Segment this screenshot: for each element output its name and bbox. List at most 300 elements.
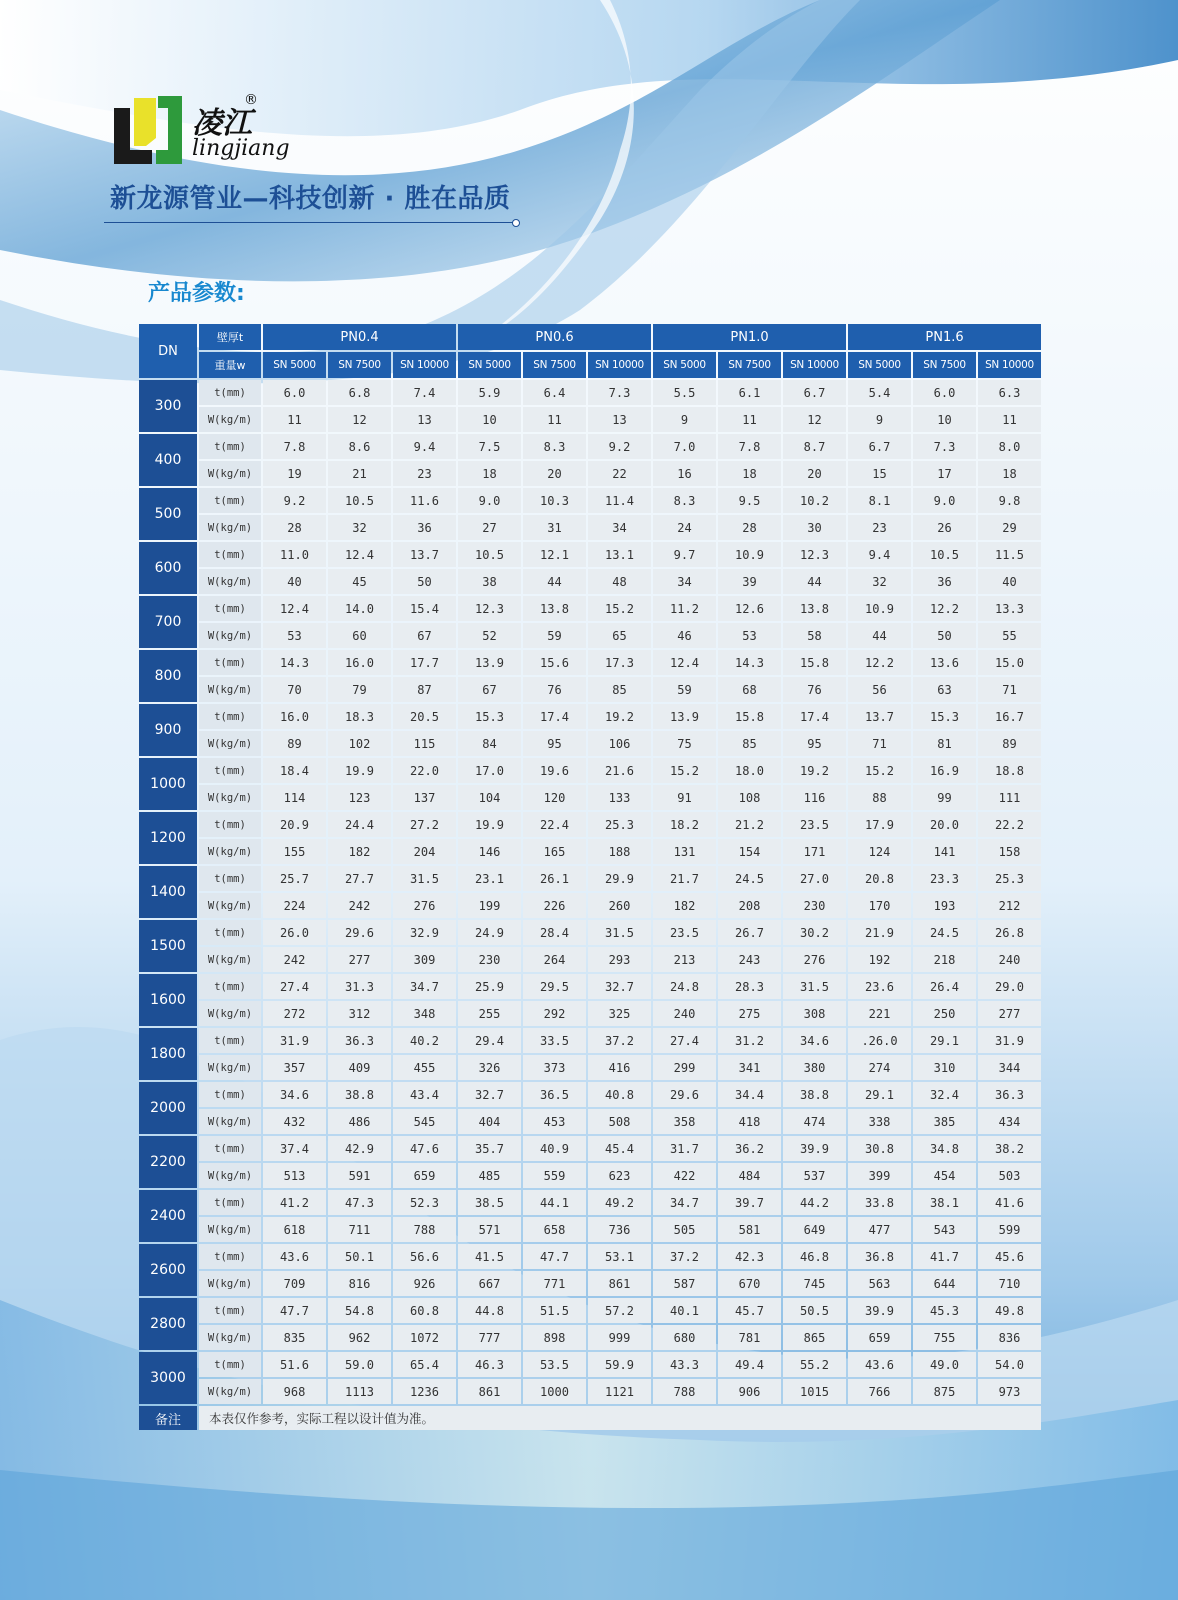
thickness-cell: 32.9 [393, 920, 456, 945]
thickness-label: t(mm) [199, 380, 261, 405]
weight-cell: 659 [848, 1325, 911, 1350]
table-row [139, 920, 1041, 945]
weight-cell: 40 [978, 569, 1041, 594]
weight-cell: 18 [458, 461, 521, 486]
thickness-cell: 21.7 [653, 866, 716, 891]
thickness-cell: 33.8 [848, 1190, 911, 1215]
thickness-cell: 23.1 [458, 866, 521, 891]
weight-cell: 58 [783, 623, 846, 648]
thickness-cell: 19.2 [588, 704, 651, 729]
weight-cell: 416 [588, 1055, 651, 1080]
weight-cell: 16 [653, 461, 716, 486]
thickness-cell: 34.7 [653, 1190, 716, 1215]
weight-cell: 404 [458, 1109, 521, 1134]
thickness-cell: 41.6 [978, 1190, 1041, 1215]
thickness-cell: 16.0 [328, 650, 391, 675]
brand-logo [112, 92, 290, 172]
thickness-cell: 18.3 [328, 704, 391, 729]
weight-cell: 89 [263, 731, 326, 756]
weight-cell: 31 [523, 515, 586, 540]
weight-cell: 34 [653, 569, 716, 594]
weight-cell: 76 [783, 677, 846, 702]
thickness-cell: 24.5 [913, 920, 976, 945]
weight-cell: 63 [913, 677, 976, 702]
table-row [139, 596, 1041, 621]
thickness-cell: 32.7 [588, 974, 651, 999]
thickness-cell: 24.8 [653, 974, 716, 999]
thickness-cell: 34.6 [783, 1028, 846, 1053]
weight-cell: 84 [458, 731, 521, 756]
weight-cell: 260 [588, 893, 651, 918]
weight-label: W(kg/m) [199, 839, 261, 864]
weight-cell: 1015 [783, 1379, 846, 1404]
dn-value: 3000 [139, 1352, 197, 1404]
weight-cell: 599 [978, 1217, 1041, 1242]
weight-cell: 48 [588, 569, 651, 594]
thickness-cell: 29.1 [913, 1028, 976, 1053]
table-body [139, 380, 1041, 1404]
thickness-cell: 28.4 [523, 920, 586, 945]
thickness-cell: 55.2 [783, 1352, 846, 1377]
weight-cell: 218 [913, 947, 976, 972]
thickness-cell: 15.3 [458, 704, 521, 729]
thickness-label: t(mm) [199, 1082, 261, 1107]
thickness-cell: 15.3 [913, 704, 976, 729]
weight-label: W(kg/m) [199, 1379, 261, 1404]
thickness-cell: 22.4 [523, 812, 586, 837]
thickness-label: t(mm) [199, 974, 261, 999]
table-row [139, 812, 1041, 837]
thickness-cell: 22.0 [393, 758, 456, 783]
thickness-cell: 47.7 [263, 1298, 326, 1323]
thickness-cell: 30.8 [848, 1136, 911, 1161]
thickness-cell: 11.5 [978, 542, 1041, 567]
weight-cell: 226 [523, 893, 586, 918]
table-row [139, 542, 1041, 567]
thickness-cell: 36.3 [328, 1028, 391, 1053]
weight-cell: 146 [458, 839, 521, 864]
thickness-cell: 18.2 [653, 812, 716, 837]
table-header [139, 324, 1041, 378]
sn-header: SN 7500 [718, 352, 781, 378]
thickness-cell: 29.0 [978, 974, 1041, 999]
weight-cell: 53 [718, 623, 781, 648]
thickness-cell: 40.9 [523, 1136, 586, 1161]
thickness-cell: 25.7 [263, 866, 326, 891]
thickness-cell: 6.0 [913, 380, 976, 405]
thickness-cell: 15.6 [523, 650, 586, 675]
weight-cell: 114 [263, 785, 326, 810]
thickness-cell: 45.3 [913, 1298, 976, 1323]
weight-cell: 71 [978, 677, 1041, 702]
thickness-cell: 27.7 [328, 866, 391, 891]
weight-cell: 68 [718, 677, 781, 702]
dn-value: 2200 [139, 1136, 197, 1188]
thickness-cell: 53.5 [523, 1352, 586, 1377]
weight-label: W(kg/m) [199, 893, 261, 918]
thickness-cell: 8.0 [978, 434, 1041, 459]
weight-cell: 962 [328, 1325, 391, 1350]
thickness-cell: 18.4 [263, 758, 326, 783]
logo-english-name: lingjiang [192, 136, 290, 161]
thickness-cell: 30.2 [783, 920, 846, 945]
sn-header: SN 5000 [653, 352, 716, 378]
weight-cell: 108 [718, 785, 781, 810]
weight-cell: 40 [263, 569, 326, 594]
weight-cell: 348 [393, 1001, 456, 1026]
thickness-cell: 10.5 [458, 542, 521, 567]
weight-cell: 104 [458, 785, 521, 810]
thickness-cell: 32.7 [458, 1082, 521, 1107]
thickness-cell: 21.2 [718, 812, 781, 837]
weight-cell: 38 [458, 569, 521, 594]
weight-cell: 71 [848, 731, 911, 756]
weight-cell: 277 [978, 1001, 1041, 1026]
sn-header: SN 10000 [783, 352, 846, 378]
weight-label: W(kg/m) [199, 623, 261, 648]
thickness-cell: 44.8 [458, 1298, 521, 1323]
table-row [139, 488, 1041, 513]
sn-header: SN 10000 [978, 352, 1041, 378]
dn-value: 300 [139, 380, 197, 432]
weight-cell: 20 [523, 461, 586, 486]
weight-cell: 906 [718, 1379, 781, 1404]
weight-cell: 23 [848, 515, 911, 540]
weight-cell: 23 [393, 461, 456, 486]
thickness-cell: 31.9 [263, 1028, 326, 1053]
weight-cell: 755 [913, 1325, 976, 1350]
thickness-cell: 20.8 [848, 866, 911, 891]
weight-cell: 618 [263, 1217, 326, 1242]
weight-cell: 67 [458, 677, 521, 702]
weight-cell: 670 [718, 1271, 781, 1296]
thickness-cell: 37.2 [588, 1028, 651, 1053]
thickness-cell: 31.3 [328, 974, 391, 999]
weight-label: W(kg/m) [199, 1271, 261, 1296]
weight-cell: 505 [653, 1217, 716, 1242]
thickness-cell: 32.4 [913, 1082, 976, 1107]
weight-cell: 454 [913, 1163, 976, 1188]
thickness-cell: 43.6 [263, 1244, 326, 1269]
thickness-cell: 12.1 [523, 542, 586, 567]
weight-cell: 788 [653, 1379, 716, 1404]
weight-cell: 309 [393, 947, 456, 972]
weight-cell: 623 [588, 1163, 651, 1188]
thickness-cell: 19.9 [328, 758, 391, 783]
weight-cell: 102 [328, 731, 391, 756]
weight-cell: 137 [393, 785, 456, 810]
thickness-cell: 7.0 [653, 434, 716, 459]
weight-cell: 275 [718, 1001, 781, 1026]
weight-cell: 39 [718, 569, 781, 594]
weight-cell: 28 [263, 515, 326, 540]
weight-cell: 299 [653, 1055, 716, 1080]
thickness-cell: 15.2 [653, 758, 716, 783]
thickness-cell: 45.7 [718, 1298, 781, 1323]
weight-label: W(kg/m) [199, 1325, 261, 1350]
thickness-cell: 52.3 [393, 1190, 456, 1215]
weight-cell: 81 [913, 731, 976, 756]
table-row [139, 1082, 1041, 1107]
thickness-cell: 24.9 [458, 920, 521, 945]
weight-cell: 221 [848, 1001, 911, 1026]
weight-cell: 36 [393, 515, 456, 540]
thickness-cell: 34.7 [393, 974, 456, 999]
thickness-cell: 31.5 [393, 866, 456, 891]
weight-cell: 29 [978, 515, 1041, 540]
thickness-cell: 20.9 [263, 812, 326, 837]
thickness-cell: 51.5 [523, 1298, 586, 1323]
thickness-cell: 7.8 [263, 434, 326, 459]
table-row [139, 623, 1041, 648]
table-row [139, 1271, 1041, 1296]
thickness-cell: 21.9 [848, 920, 911, 945]
thickness-cell: 9.8 [978, 488, 1041, 513]
thickness-cell: 39.7 [718, 1190, 781, 1215]
thickness-cell: 11.0 [263, 542, 326, 567]
thickness-cell: 9.0 [458, 488, 521, 513]
weight-cell: 120 [523, 785, 586, 810]
thickness-cell: 9.4 [848, 542, 911, 567]
thickness-cell: 27.0 [783, 866, 846, 891]
thickness-cell: 38.5 [458, 1190, 521, 1215]
thickness-cell: 34.6 [263, 1082, 326, 1107]
thickness-cell: 24.5 [718, 866, 781, 891]
weight-cell: 1113 [328, 1379, 391, 1404]
thickness-cell: 13.3 [978, 596, 1041, 621]
weight-cell: 59 [523, 623, 586, 648]
thickness-cell: 39.9 [783, 1136, 846, 1161]
weight-cell: 88 [848, 785, 911, 810]
thickness-cell: 17.4 [783, 704, 846, 729]
table-row [139, 1136, 1041, 1161]
weight-label: W(kg/m) [199, 1055, 261, 1080]
table-row [139, 1028, 1041, 1053]
thickness-cell: 26.0 [263, 920, 326, 945]
thickness-cell: 29.6 [653, 1082, 716, 1107]
table-row [139, 434, 1041, 459]
weight-cell: 277 [328, 947, 391, 972]
thickness-label: t(mm) [199, 650, 261, 675]
thickness-cell: 13.8 [783, 596, 846, 621]
weight-cell: 170 [848, 893, 911, 918]
logo-chinese-name: 凌江 [192, 106, 252, 141]
thickness-cell: 12.2 [848, 650, 911, 675]
thickness-cell: 7.3 [588, 380, 651, 405]
thickness-cell: 43.3 [653, 1352, 716, 1377]
thickness-cell: 17.9 [848, 812, 911, 837]
thickness-cell: 18.0 [718, 758, 781, 783]
thickness-cell: 54.0 [978, 1352, 1041, 1377]
thickness-cell: 41.2 [263, 1190, 326, 1215]
thickness-cell: 49.0 [913, 1352, 976, 1377]
table-row [139, 1352, 1041, 1377]
dn-value: 500 [139, 488, 197, 540]
thickness-cell: 34.4 [718, 1082, 781, 1107]
weight-cell: 861 [458, 1379, 521, 1404]
weight-cell: 99 [913, 785, 976, 810]
thickness-cell: 38.8 [328, 1082, 391, 1107]
table-row [139, 1244, 1041, 1269]
dn-value: 1400 [139, 866, 197, 918]
weight-cell: 9 [653, 407, 716, 432]
weight-cell: 380 [783, 1055, 846, 1080]
product-parameter-table [137, 322, 1043, 1432]
thickness-cell: 27.2 [393, 812, 456, 837]
thickness-cell: 6.4 [523, 380, 586, 405]
weight-cell: 56 [848, 677, 911, 702]
table-row [139, 569, 1041, 594]
weight-cell: 358 [653, 1109, 716, 1134]
table-row [139, 1109, 1041, 1134]
weight-cell: 344 [978, 1055, 1041, 1080]
weight-cell: 95 [523, 731, 586, 756]
weight-cell: 745 [783, 1271, 846, 1296]
thickness-cell: 5.4 [848, 380, 911, 405]
weight-cell: 123 [328, 785, 391, 810]
thickness-label: t(mm) [199, 866, 261, 891]
thickness-cell: 12.4 [328, 542, 391, 567]
thickness-cell: 14.3 [718, 650, 781, 675]
thickness-label: t(mm) [199, 1028, 261, 1053]
table-row [139, 758, 1041, 783]
thickness-cell: 37.4 [263, 1136, 326, 1161]
thickness-cell: 59.9 [588, 1352, 651, 1377]
thickness-cell: 6.7 [783, 380, 846, 405]
table-row [139, 461, 1041, 486]
weight-cell: 67 [393, 623, 456, 648]
weight-cell: 133 [588, 785, 651, 810]
weight-cell: 409 [328, 1055, 391, 1080]
weight-cell: 240 [653, 1001, 716, 1026]
thickness-cell: 35.7 [458, 1136, 521, 1161]
thickness-label: t(mm) [199, 488, 261, 513]
thickness-cell: 26.8 [978, 920, 1041, 945]
thickness-cell: 15.4 [393, 596, 456, 621]
weight-cell: 32 [848, 569, 911, 594]
weight-label: W(kg/m) [199, 677, 261, 702]
weight-cell: 559 [523, 1163, 586, 1188]
weight-cell: 455 [393, 1055, 456, 1080]
weight-label: W(kg/m) [199, 515, 261, 540]
thickness-cell: 49.8 [978, 1298, 1041, 1323]
weight-cell: 255 [458, 1001, 521, 1026]
weight-cell: 709 [263, 1271, 326, 1296]
thickness-cell: 31.2 [718, 1028, 781, 1053]
thickness-cell: .26.0 [848, 1028, 911, 1053]
thickness-cell: 26.1 [523, 866, 586, 891]
weight-cell: 208 [718, 893, 781, 918]
weight-cell: 250 [913, 1001, 976, 1026]
weight-cell: 357 [263, 1055, 326, 1080]
weight-cell: 46 [653, 623, 716, 648]
thickness-cell: 31.9 [978, 1028, 1041, 1053]
thickness-cell: 28.3 [718, 974, 781, 999]
thickness-label: t(mm) [199, 1136, 261, 1161]
weight-cell: 17 [913, 461, 976, 486]
weight-cell: 276 [783, 947, 846, 972]
weight-cell: 116 [783, 785, 846, 810]
thickness-cell: 29.1 [848, 1082, 911, 1107]
thickness-cell: 33.5 [523, 1028, 586, 1053]
thickness-cell: 18.8 [978, 758, 1041, 783]
dn-value: 1800 [139, 1028, 197, 1080]
weight-cell: 341 [718, 1055, 781, 1080]
table-row [139, 650, 1041, 675]
weight-label: W(kg/m) [199, 785, 261, 810]
weight-cell: 212 [978, 893, 1041, 918]
table-row [139, 1001, 1041, 1026]
weight-cell: 338 [848, 1109, 911, 1134]
weight-cell: 276 [393, 893, 456, 918]
thickness-cell: 44.1 [523, 1190, 586, 1215]
table-row [139, 1190, 1041, 1215]
weight-cell: 513 [263, 1163, 326, 1188]
thickness-cell: 13.7 [848, 704, 911, 729]
weight-cell: 22 [588, 461, 651, 486]
weight-cell: 131 [653, 839, 716, 864]
weight-cell: 106 [588, 731, 651, 756]
sn-header: SN 5000 [263, 352, 326, 378]
weight-cell: 1236 [393, 1379, 456, 1404]
thickness-cell: 13.6 [913, 650, 976, 675]
dn-value: 2800 [139, 1298, 197, 1350]
weight-cell: 26 [913, 515, 976, 540]
thickness-cell: 23.5 [653, 920, 716, 945]
table-row [139, 1055, 1041, 1080]
thickness-label: t(mm) [199, 1244, 261, 1269]
weight-cell: 711 [328, 1217, 391, 1242]
note-text: 本表仅作参考，实际工程以设计值为准。 [199, 1406, 1041, 1430]
weight-cell: 308 [783, 1001, 846, 1026]
weight-cell: 18 [978, 461, 1041, 486]
dn-header: DN [139, 324, 197, 378]
thickness-cell: 24.4 [328, 812, 391, 837]
weight-cell: 312 [328, 1001, 391, 1026]
thickness-cell: 38.2 [978, 1136, 1041, 1161]
thickness-label: t(mm) [199, 1298, 261, 1323]
thickness-cell: 12.3 [783, 542, 846, 567]
weight-cell: 11 [718, 407, 781, 432]
thickness-cell: 6.1 [718, 380, 781, 405]
weight-cell: 65 [588, 623, 651, 648]
thickness-cell: 49.4 [718, 1352, 781, 1377]
thickness-cell: 34.8 [913, 1136, 976, 1161]
weight-cell: 968 [263, 1379, 326, 1404]
thickness-cell: 43.6 [848, 1352, 911, 1377]
weight-cell: 591 [328, 1163, 391, 1188]
thickness-cell: 6.8 [328, 380, 391, 405]
thickness-cell: 25.3 [588, 812, 651, 837]
thickness-cell: 23.3 [913, 866, 976, 891]
thickness-cell: 16.9 [913, 758, 976, 783]
weight-cell: 12 [783, 407, 846, 432]
weight-cell: 155 [263, 839, 326, 864]
weight-cell: 1121 [588, 1379, 651, 1404]
weight-cell: 836 [978, 1325, 1041, 1350]
thickness-cell: 8.3 [523, 434, 586, 459]
thickness-cell: 9.2 [588, 434, 651, 459]
table-row [139, 1379, 1041, 1404]
weight-cell: 11 [523, 407, 586, 432]
thickness-cell: 25.9 [458, 974, 521, 999]
weight-cell: 325 [588, 1001, 651, 1026]
table-row [139, 731, 1041, 756]
thickness-cell: 9.2 [263, 488, 326, 513]
weight-cell: 292 [523, 1001, 586, 1026]
thickness-cell: 9.5 [718, 488, 781, 513]
thickness-cell: 8.7 [783, 434, 846, 459]
